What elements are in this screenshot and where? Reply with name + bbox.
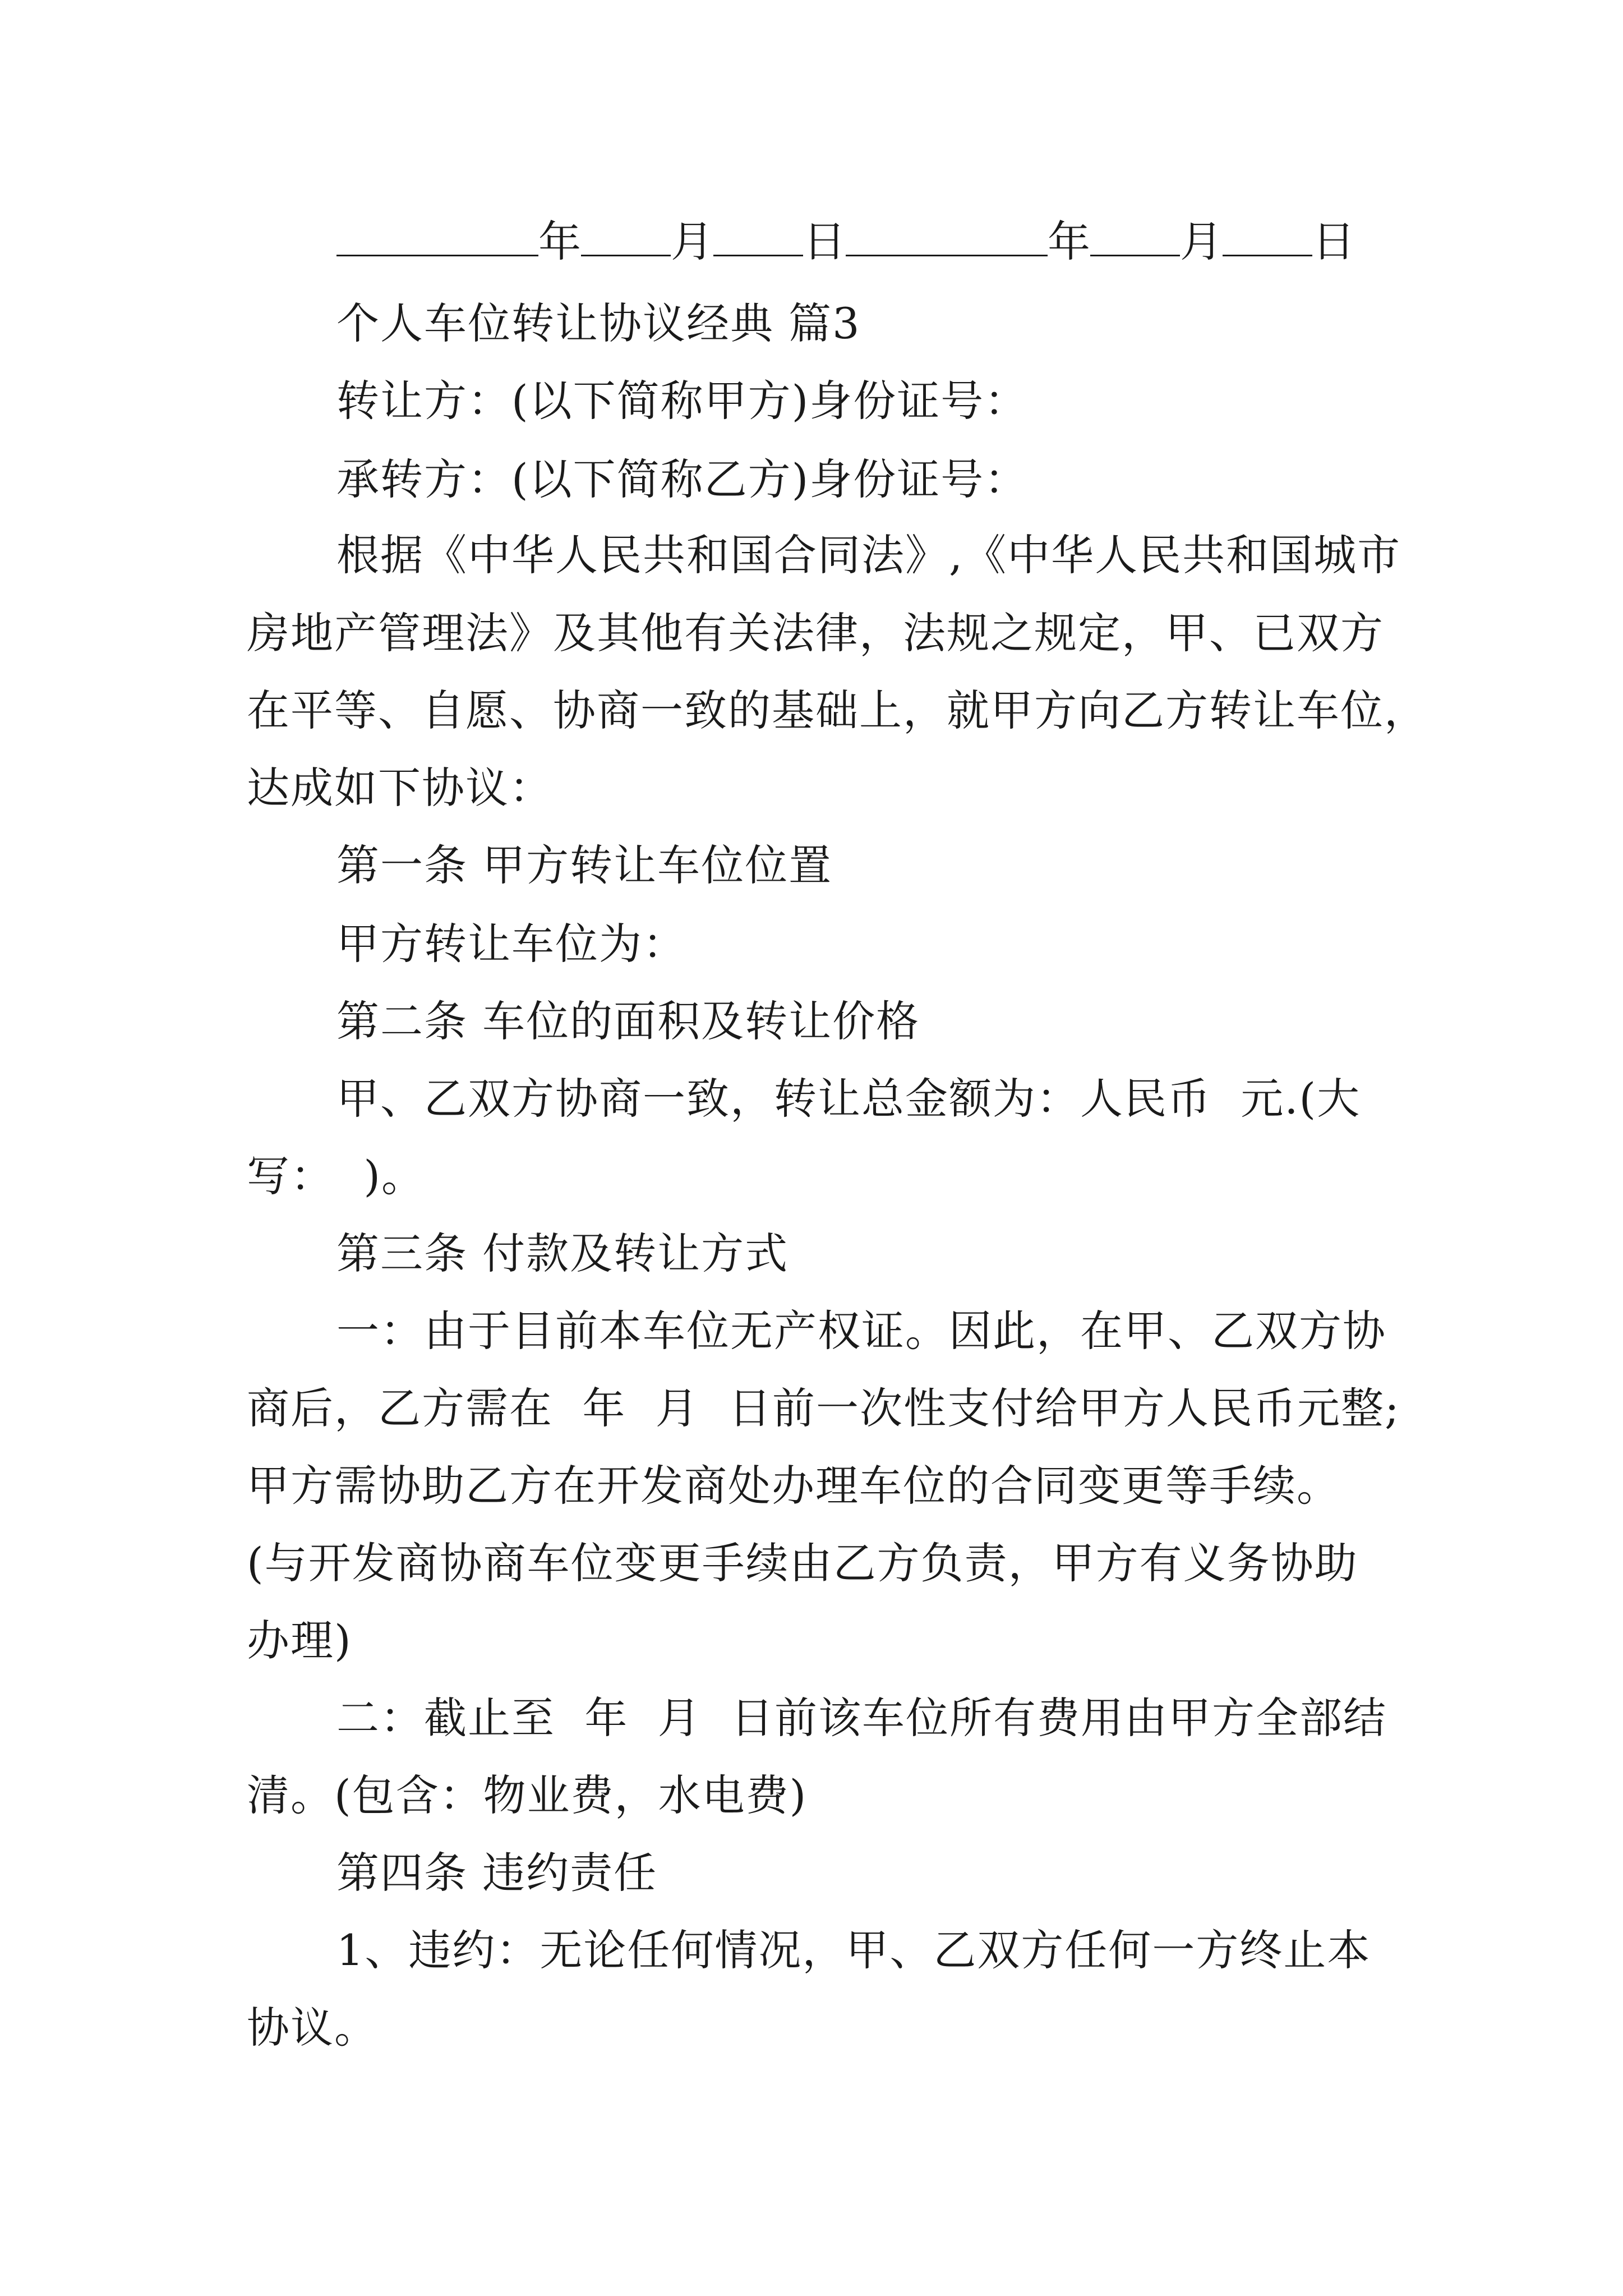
article-1-heading: 第一条 甲方转让车位位置 xyxy=(336,840,833,890)
article-4-item-1-line: 协议。 xyxy=(247,2003,378,2053)
year-label-2: 年 xyxy=(1048,217,1090,266)
day-label-2: 日 xyxy=(1312,217,1355,266)
article-3-item-1-line: 一：由于目前本车位无产权证。因此，在甲、乙双方协 xyxy=(336,1306,1386,1356)
signature-date-row xyxy=(336,211,1355,273)
document-title: 个人车位转让协议经典 篇3 xyxy=(336,298,861,348)
month-blank-2 xyxy=(1090,211,1180,256)
preamble-line: 房地产管理法》及其他有关法律，法规之规定，甲、已双方 xyxy=(247,608,1384,658)
article-2-heading: 第二条 车位的面积及转让价格 xyxy=(336,996,920,1046)
article-2-body-line: 写： )。 xyxy=(247,1151,425,1201)
preamble-line: 根据《中华人民共和国合同法》,《中华人民共和国城市 xyxy=(336,530,1401,580)
article-3-item-2-line: 清。(包含：物业费，水电费) xyxy=(247,1770,808,1820)
year-blank-1 xyxy=(336,211,538,256)
article-3-item-1-line: (与开发商协商车位变更手续由乙方负责，甲方有义务协助 xyxy=(247,1538,1358,1588)
day-blank-2 xyxy=(1223,211,1312,256)
article-4-item-1-line: 1、违约：无论任何情况，甲、乙双方任何一方终止本 xyxy=(336,1925,1371,1975)
transferee-line: 承转方：(以下简称乙方)身份证号： xyxy=(336,454,1029,504)
article-3-item-2-line: 二：截止至 年 月 日前该车位所有费用由甲方全部结 xyxy=(336,1693,1387,1743)
article-3-item-1-line: 甲方需协助乙方在开发商处办理车位的合同变更等手续。 xyxy=(247,1461,1340,1511)
preamble-line: 达成如下协议： xyxy=(247,763,553,813)
article-1-body: 甲方转让车位为： xyxy=(336,919,686,969)
article-3-item-1-line: 商后，乙方需在 年 月 日前一次性支付给甲方人民币元整; xyxy=(247,1383,1400,1433)
day-label-1: 日 xyxy=(803,217,846,266)
month-label-2: 月 xyxy=(1180,217,1223,266)
year-blank-2 xyxy=(846,211,1048,256)
article-3-heading: 第三条 付款及转让方式 xyxy=(336,1228,789,1278)
month-label-1: 月 xyxy=(671,217,713,266)
article-4-heading: 第四条 违约责任 xyxy=(336,1848,658,1898)
article-2-body-line: 甲、乙双方协商一致，转让总金额为：人民币 元.(大 xyxy=(336,1074,1361,1124)
day-blank-1 xyxy=(713,211,803,256)
month-blank-1 xyxy=(581,211,671,256)
article-3-item-1-line: 办理) xyxy=(247,1616,352,1665)
year-label-1: 年 xyxy=(538,217,581,266)
preamble-line: 在平等、自愿、协商一致的基础上，就甲方向乙方转让车位， xyxy=(247,685,1428,735)
transferor-line: 转让方：(以下简称甲方)身份证号： xyxy=(336,376,1029,426)
